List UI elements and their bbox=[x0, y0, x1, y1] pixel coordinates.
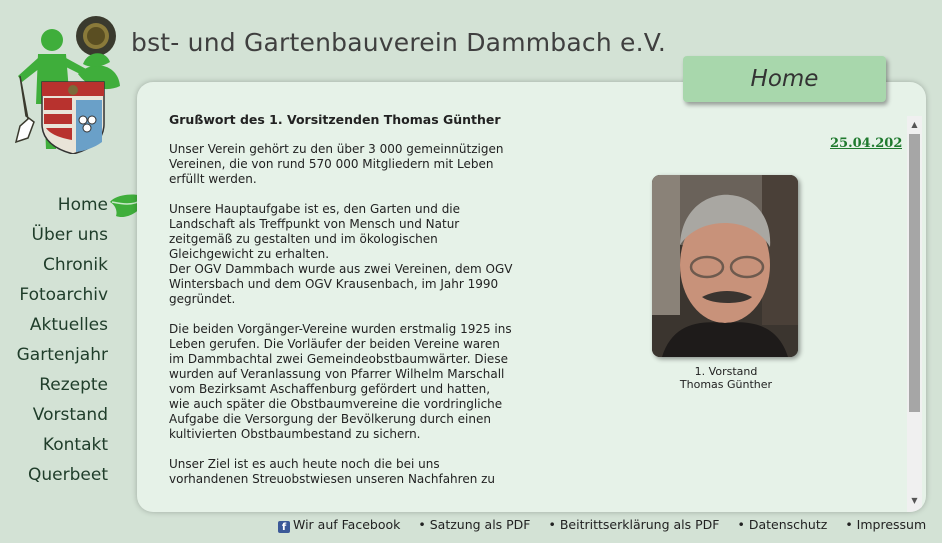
scroll-down-arrow-icon[interactable]: ▼ bbox=[911, 496, 918, 505]
article-text: Der OGV Dammbach wurde aus zwei Vereinen, dem OGV Wintersbach und dem OGV Krausenbach, im Jahr 1990 gegründet. bbox=[169, 262, 513, 306]
chairman-photo bbox=[652, 175, 798, 357]
club-logo[interactable] bbox=[8, 14, 128, 154]
coat-of-arms-icon bbox=[42, 82, 104, 154]
footer-link-label: Beitrittserklärung als PDF bbox=[559, 517, 720, 532]
footer-link-satzung[interactable]: • Satzung als PDF bbox=[418, 517, 531, 532]
news-date-link[interactable]: 25.04.202 bbox=[830, 136, 902, 151]
leaf-icon bbox=[83, 53, 110, 67]
footer-link-beitrittserklaerung[interactable]: • Beitrittserklärung als PDF bbox=[548, 517, 720, 532]
scroll-up-arrow-icon[interactable]: ▲ bbox=[911, 120, 918, 129]
footer-link-label: Datenschutz bbox=[748, 517, 828, 532]
site-title: bst- und Gartenbauverein Dammbach e.V. bbox=[131, 28, 666, 57]
footer-link-impressum[interactable]: • Impressum bbox=[845, 517, 927, 532]
caption-name: Thomas Günther bbox=[679, 378, 773, 391]
caption-role: 1. Vorstand bbox=[694, 365, 758, 378]
article-paragraph: Unser Verein gehört zu den über 3 000 gemeinnützigen Vereinen, die von rund 570 000 Mitgliedern mit Leben erfüllt werden. bbox=[169, 142, 504, 186]
portrait-image bbox=[652, 175, 798, 357]
current-page-tab: Home bbox=[683, 56, 886, 102]
facebook-link[interactable] bbox=[278, 517, 400, 532]
nav-item-gartenjahr[interactable]: Gartenjahr bbox=[16, 345, 108, 365]
content-scrollbar[interactable] bbox=[907, 116, 922, 512]
scroll-thumb[interactable] bbox=[909, 134, 920, 412]
facebook-icon: f bbox=[278, 521, 290, 533]
chairman-photo-block bbox=[652, 175, 800, 391]
facebook-link-label: Wir auf Facebook bbox=[293, 517, 401, 532]
article-text: Unsere Hauptaufgabe ist es, den Garten und die Landschaft als Treffpunkt von Mensch und Natur zeitgemäß zu gestalten und im ökologischen Gleichgewicht zu erhalten. bbox=[169, 202, 461, 261]
nav-item-kontakt[interactable]: Kontakt bbox=[42, 435, 108, 455]
article-heading: Grußwort des 1. Vorsitzenden Thomas Günther bbox=[169, 112, 501, 127]
nav-item-rezepte[interactable]: Rezepte bbox=[39, 375, 108, 395]
footer-link-label: Impressum bbox=[856, 517, 927, 532]
nav-item-home[interactable]: Home bbox=[57, 195, 108, 215]
nav-item-chronik[interactable]: Chronik bbox=[42, 255, 108, 275]
content-panel bbox=[137, 82, 926, 512]
main-navigation bbox=[0, 190, 108, 490]
spade-icon bbox=[16, 76, 34, 142]
welcome-article bbox=[169, 112, 513, 502]
nav-item-ueber-uns[interactable]: Über uns bbox=[31, 225, 108, 245]
nav-item-aktuelles[interactable]: Aktuelles bbox=[29, 315, 108, 335]
footer-links bbox=[278, 517, 940, 537]
sunflower-icon bbox=[76, 16, 116, 56]
article-paragraph: Unser Ziel ist es auch heute noch die bei uns vorhandenen Streuobstwiesen unseren Nachfahren zu bbox=[169, 457, 496, 486]
nav-item-fotoarchiv[interactable]: Fotoarchiv bbox=[19, 285, 108, 305]
nav-item-querbeet[interactable]: Querbeet bbox=[28, 465, 108, 485]
footer-link-label: Satzung als PDF bbox=[429, 517, 531, 532]
photo-caption bbox=[652, 365, 800, 391]
article-paragraph: Die beiden Vorgänger-Vereine wurden erstmalig 1925 ins Leben gerufen. Die Vorläufer der beiden Vereine waren im Dammbachtal zwei Gemeindeobstbaumwärter. Diese wurden auf Veranlassung von Pfarrer Wilhelm Marschall vom Bezirksamt Aschaffenburg gefördert und hatten, wie auch später die Obstbaumvereine die vordringliche Aufgabe die Versorgung der Bevölkerung durch einen kultivierten Obstbaumbestand zu sichern. bbox=[169, 322, 512, 441]
footer-link-datenschutz[interactable]: • Datenschutz bbox=[737, 517, 828, 532]
article-paragraph bbox=[169, 202, 513, 307]
nav-item-vorstand[interactable]: Vorstand bbox=[32, 405, 108, 425]
